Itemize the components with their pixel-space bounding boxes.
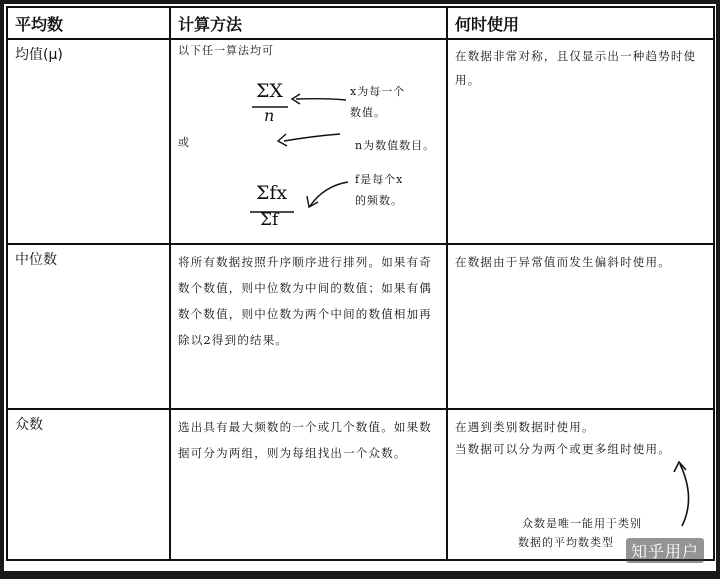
note-x-line1: x为每一个	[350, 85, 406, 98]
note-f	[355, 170, 403, 210]
watermark: 知乎用户	[626, 538, 704, 563]
note-f-line1: f是每个x	[355, 173, 404, 186]
formula1-numerator: ΣX	[256, 80, 283, 102]
averages-table	[6, 6, 715, 561]
arrow-to-mode-note	[670, 458, 700, 528]
mode-note	[518, 514, 642, 552]
note-x	[350, 82, 405, 122]
row-label-median: 中位数	[7, 244, 170, 409]
mode-note-line1: 众数是唯一能用于类别	[522, 517, 642, 530]
header-row	[7, 7, 714, 39]
mode-note-line2: 数据的平均数类型	[518, 536, 614, 549]
row-label-mean: 均值(μ)	[7, 39, 170, 244]
arrow-to-f	[304, 180, 354, 210]
when-cell-mean: 在数据非常对称，且仅显示出一种趋势时使用。	[447, 39, 714, 244]
header-when: 何时使用	[447, 7, 714, 39]
method-cell-mean	[170, 39, 447, 244]
when-cell-median: 在数据由于异常值而发生偏斜时使用。	[447, 244, 714, 409]
or-label: 或	[178, 136, 190, 149]
header-average: 平均数	[7, 7, 170, 39]
header-method: 计算方法	[170, 7, 447, 39]
note-n: n为数值数目。	[355, 139, 436, 152]
row-label-mode: 众数	[7, 409, 170, 560]
note-f-line2: 的频数。	[355, 194, 403, 207]
table-row	[7, 39, 714, 244]
formula2-denominator: Σf	[260, 210, 279, 230]
table-row	[7, 409, 714, 560]
method-cell-median: 将所有数据按照升序顺序进行排列。如果有奇数个数值，则中位数为中间的数值；如果有偶数个数值，则中位数为两个中间的数值相加再除以2得到的结果。	[170, 244, 447, 409]
formula-area	[178, 58, 439, 230]
when-mode-line1: 在遇到类别数据时使用。	[455, 420, 595, 434]
arrow-to-x	[288, 92, 348, 106]
arrow-to-n	[274, 124, 344, 148]
table-row	[7, 244, 714, 409]
note-x-line2: 数值。	[350, 106, 386, 119]
method-intro: 以下任一算法均可	[178, 44, 274, 57]
when-mode-line2: 当数据可以分为两个或更多组时使用。	[455, 442, 671, 456]
formula1-denominator: n	[264, 106, 275, 125]
formula2-numerator: Σfx	[256, 182, 288, 204]
method-cell-mode: 选出具有最大频数的一个或几个数值。如果数据可分为两组，则为每组找出一个众数。	[170, 409, 447, 560]
table-sheet	[4, 4, 716, 571]
